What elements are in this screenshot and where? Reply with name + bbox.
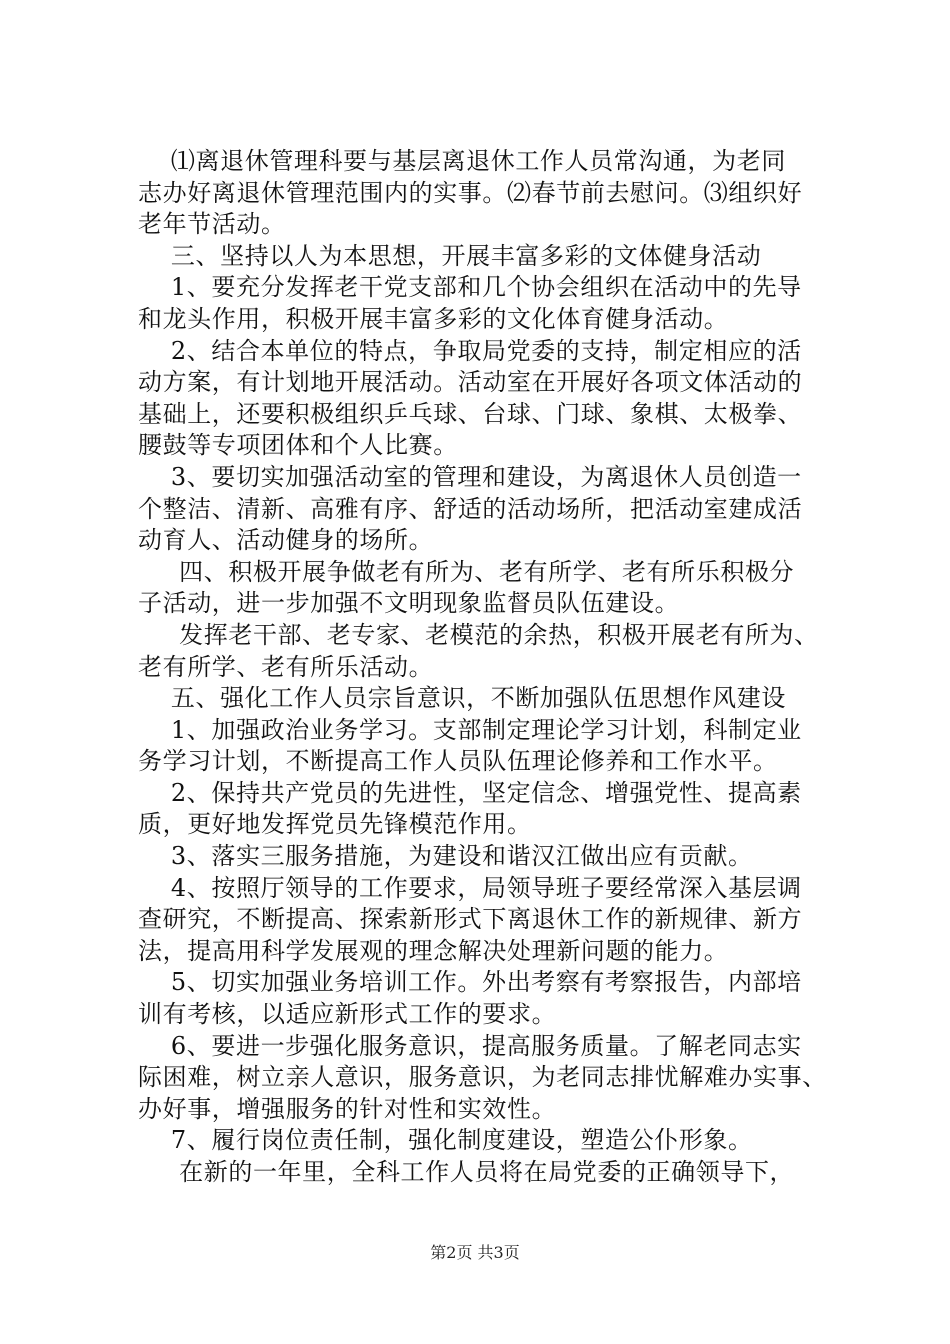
text-line: 训有考核，以适应新形式工作的要求。 <box>138 1000 557 1029</box>
document-body <box>138 146 838 1189</box>
text-line: 7、履行岗位责任制，强化制度建设，塑造公仆形象。 <box>138 1126 753 1155</box>
text-line: 老年节活动。 <box>138 210 286 239</box>
text-line: 个整洁、清新、高雅有序、舒适的活动场所，把活动室建成活 <box>138 494 803 523</box>
text-line: 在新的一年里，全科工作人员将在局党委的正确领导下， <box>138 1158 795 1186</box>
text-line: 法，提高用科学发展观的理念解决处理新问题的能力。 <box>138 936 729 965</box>
text-line: 6、要进一步强化服务意识，提高服务质量。了解老同志实 <box>138 1031 802 1060</box>
text-line: 动育人、活动健身的场所。 <box>138 526 434 555</box>
text-line: 1、加强政治业务学习。支部制定理论学习计划，科制定业 <box>138 715 802 744</box>
text-line: 子活动，进一步加强不文明现象监督员队伍建设。 <box>138 589 680 618</box>
text-line: 三、坚持以人为本思想，开展丰富多彩的文体健身活动 <box>138 241 762 270</box>
text-line: 动方案，有计划地开展活动。活动室在开展好各项文体活动的 <box>138 368 803 397</box>
text-line: 办好事，增强服务的针对性和实效性。 <box>138 1094 557 1123</box>
text-line: 3、要切实加强活动室的管理和建设，为离退休人员创造一 <box>138 462 802 491</box>
text-line: 5、切实加强业务培训工作。外出考察有考察报告，内部培 <box>138 968 802 997</box>
text-line: 2、结合本单位的特点，争取局党委的支持，制定相应的活 <box>138 336 802 365</box>
page-footer: 第2页 共3页 <box>430 1243 520 1262</box>
text-line: 务学习计划，不断提高工作人员队伍理论修养和工作水平。 <box>138 747 778 776</box>
text-line: 四、积极开展争做老有所为、老有所学、老有所乐积极分 <box>138 557 795 586</box>
text-line: 腰鼓等专项团体和个人比赛。 <box>138 431 458 460</box>
text-line: 4、按照厅领导的工作要求，局领导班子要经常深入基层调 <box>138 873 802 902</box>
text-line: 3、落实三服务措施，为建设和谐汉江做出应有贡献。 <box>138 842 753 871</box>
text-line: 志办好离退休管理范围内的实事。⑵春节前去慰问。⑶组织好 <box>138 178 803 207</box>
text-line: 基础上，还要积极组织乒乓球、台球、门球、象棋、太极拳、 <box>138 399 803 428</box>
text-line: 1、要充分发挥老干党支部和几个协会组织在活动中的先导 <box>138 273 802 302</box>
text-line: 老有所学、老有所乐活动。 <box>138 652 434 681</box>
text-line: 2、保持共产党员的先进性，坚定信念、增强党性、提高素 <box>138 778 802 807</box>
text-line: 质，更好地发挥党员先锋模范作用。 <box>138 810 532 839</box>
text-line: 查研究，不断提高、探索新形式下离退休工作的新规律、新方 <box>138 905 803 934</box>
text-line: 发挥老干部、老专家、老模范的余热，积极开展老有所为、 <box>138 620 819 649</box>
text-line: 和龙头作用，积极开展丰富多彩的文化体育健身活动。 <box>138 304 729 333</box>
text-line: ⑴离退休管理科要与基层离退休工作人员常沟通，为老同 <box>138 147 786 175</box>
text-line: 五、强化工作人员宗旨意识，不断加强队伍思想作风建设 <box>138 684 786 713</box>
text-line: 际困难，树立亲人意识，服务意识，为老同志排忧解难办实事、 <box>138 1063 827 1092</box>
